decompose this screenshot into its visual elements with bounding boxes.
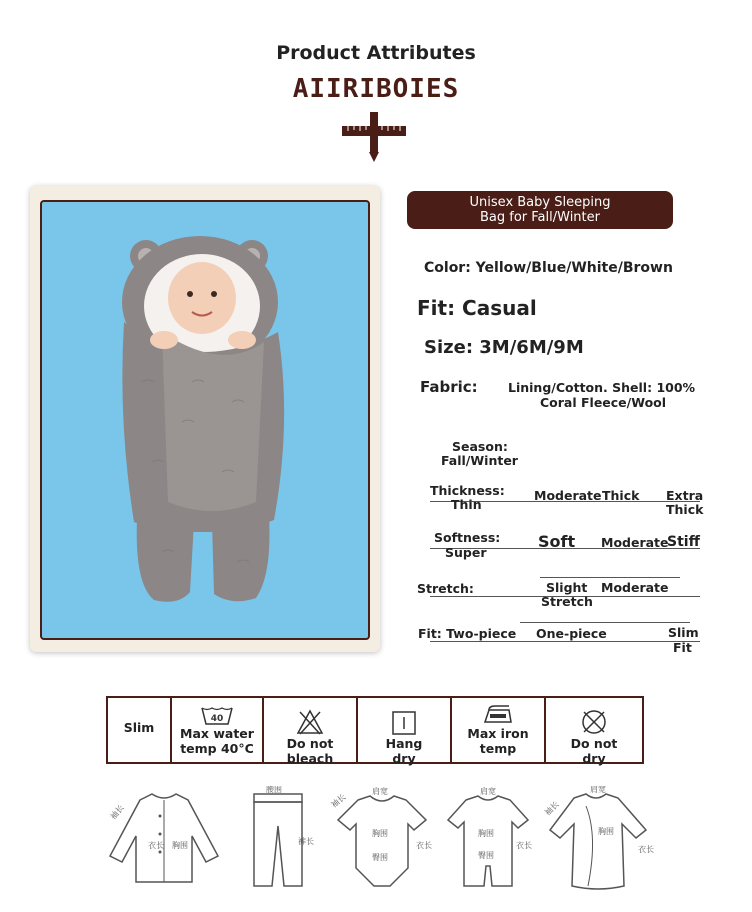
jacket-chest-label: 胸围 [172, 841, 188, 850]
care-iron-line1: Max iron [467, 726, 529, 741]
bodysuit-size-diagram [330, 786, 434, 898]
ruler-icon [342, 112, 406, 164]
wash-temp-number: 40 [210, 714, 224, 724]
season-label: Season: [452, 439, 508, 454]
bodysuit-sleeve-label: 袖长 [330, 792, 348, 810]
baby-sleeping-bag-image [42, 202, 370, 640]
stretch-label: Stretch: [417, 581, 474, 596]
romper-shoulder-label: 肩宽 [480, 787, 496, 796]
softness-moderate: Moderate [601, 535, 669, 550]
iron-icon [481, 704, 515, 726]
stretch-line-top [540, 577, 680, 578]
pants-length-label: 裤长 [298, 837, 314, 846]
color-attribute: Color: Yellow/Blue/White/Brown [424, 260, 673, 276]
care-dry-line1: Do not [570, 736, 618, 751]
care-hang-line1: Hang [385, 736, 423, 751]
care-hang-line2: dry [392, 751, 416, 766]
care-cell-wash [172, 698, 264, 762]
care-slim-text: Slim [123, 720, 155, 735]
care-bleach-line2: bleach [286, 751, 334, 766]
fit-scale-line [430, 641, 700, 642]
product-photo [40, 200, 370, 640]
care-bleach-line1: Do not [286, 736, 334, 751]
gown-shoulder-label: 肩宽 [590, 786, 606, 794]
season-value: Fall/Winter [441, 453, 518, 468]
fit-attribute: Fit: Casual [417, 296, 537, 320]
care-cell-bleach [264, 698, 358, 766]
care-instructions-table [106, 696, 644, 764]
jacket-sleeve-label: 袖长 [108, 803, 126, 822]
thickness-extra: Extra [666, 488, 704, 503]
care-dry-line2: dry [582, 751, 606, 766]
romper-hip-label: 臀围 [478, 851, 494, 860]
gown-size-diagram [542, 786, 656, 898]
bodysuit-length-label: 衣长 [416, 841, 432, 850]
fabric-label: Fabric: [420, 378, 478, 396]
jacket-length-label: 衣长 [148, 841, 164, 850]
no-tumble-dry-icon [580, 708, 608, 736]
fit-one-piece: One-piece [536, 626, 607, 641]
romper-length-label: 衣长 [516, 841, 532, 850]
romper-size-diagram [444, 786, 534, 898]
softness-label: Softness: [434, 530, 501, 545]
stretch-moderate: Moderate [601, 580, 669, 595]
fit-two-piece: Fit: Two-piece [418, 626, 517, 641]
care-cell-dry [546, 698, 642, 766]
care-iron-line2: temp [479, 741, 517, 756]
hang-dry-icon [391, 710, 417, 736]
thickness-thick: Thick [602, 488, 640, 503]
softness-soft: Soft [538, 532, 576, 551]
wash-40-icon [200, 704, 234, 726]
softness-super: Super [445, 545, 487, 560]
fit-slim-fit: Fit [673, 640, 692, 655]
fabric-value-line2: Coral Fleece/Wool [540, 395, 667, 410]
product-name-line1: Unisex Baby Sleeping [469, 195, 611, 210]
stretch-slight-stretch: Stretch [541, 594, 593, 609]
care-cell-slim [108, 698, 172, 762]
bodysuit-shoulder-label: 肩宽 [372, 787, 388, 796]
thickness-label: Thickness: [430, 483, 505, 498]
bodysuit-chest-label: 胸围 [372, 829, 388, 838]
thickness-extra-thick: Thick [666, 502, 704, 517]
care-wash-line2: temp 40°C [180, 741, 254, 756]
care-wash-line1: Max water [180, 726, 254, 741]
product-name-banner [407, 191, 673, 229]
romper-chest-label: 胸围 [478, 829, 494, 838]
thickness-moderate: Moderate [534, 488, 602, 503]
gown-length-label: 衣长 [638, 845, 654, 854]
size-attribute: Size: 3M/6M/9M [424, 337, 584, 358]
section-subtitle: AIIRIBOIES [292, 74, 460, 104]
bodysuit-hip-label: 臀围 [372, 853, 388, 862]
fabric-value-line1: Lining/Cotton. Shell: 100% [508, 380, 696, 395]
softness-stiff: Stiff [667, 534, 700, 550]
fit-slim: Slim [668, 625, 699, 640]
gown-sleeve-label: 袖长 [543, 799, 561, 818]
jacket-size-diagram [100, 786, 228, 896]
gown-chest-label: 胸围 [598, 827, 614, 836]
no-bleach-icon [296, 708, 324, 736]
care-cell-iron [452, 698, 546, 762]
stretch-slight: Slight [546, 580, 588, 595]
product-name-line2: Bag for Fall/Winter [480, 210, 600, 225]
pants-waist-label: 腰围 [266, 786, 282, 794]
pants-size-diagram [246, 786, 318, 896]
fit-line-top [520, 622, 690, 623]
section-title: Product Attributes [276, 42, 476, 64]
thickness-thin: Thin [451, 497, 482, 512]
care-cell-hang [358, 698, 452, 766]
